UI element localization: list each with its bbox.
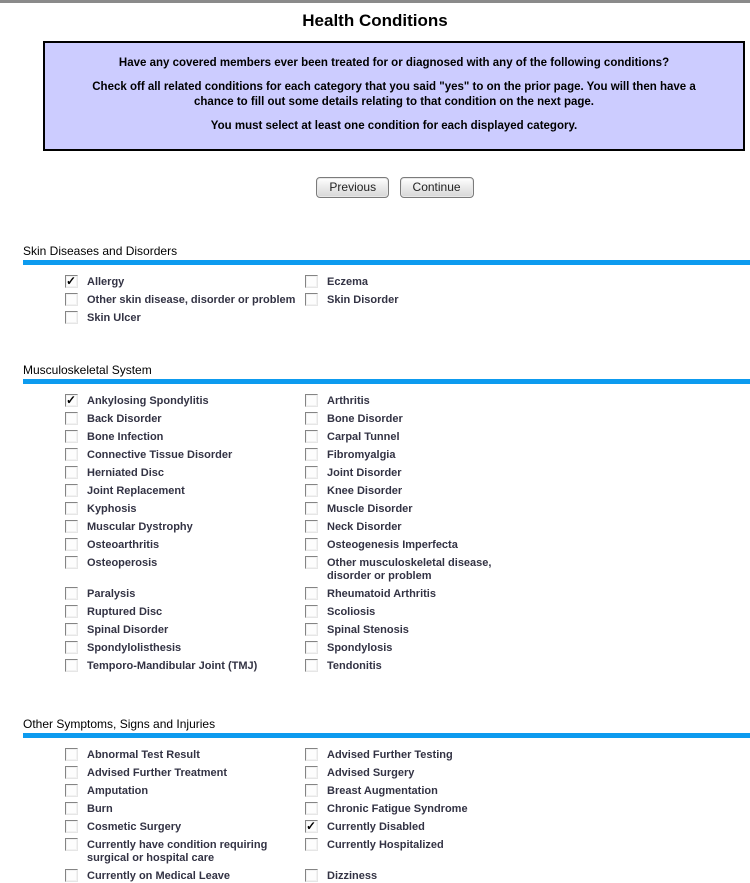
condition-item[interactable] xyxy=(65,501,305,516)
condition-label: Burn xyxy=(87,803,113,815)
checkbox-icon[interactable] xyxy=(305,502,318,515)
condition-label: Allergy xyxy=(87,276,125,288)
condition-item[interactable] xyxy=(305,640,750,655)
checkbox-icon[interactable] xyxy=(305,587,318,600)
condition-cell xyxy=(305,819,750,834)
condition-item[interactable] xyxy=(305,292,750,307)
condition-cell xyxy=(65,837,305,865)
condition-item[interactable] xyxy=(65,747,305,762)
condition-label: Ankylosing Spondylitis xyxy=(87,395,209,407)
condition-label: Fibromyalgia xyxy=(327,449,396,461)
checkbox-icon[interactable] xyxy=(305,466,318,479)
condition-item[interactable] xyxy=(305,747,750,762)
condition-row xyxy=(65,783,750,798)
checkbox-icon[interactable] xyxy=(65,448,78,461)
condition-cell xyxy=(65,586,305,601)
condition-label: Ruptured Disc xyxy=(87,606,163,618)
condition-item[interactable] xyxy=(305,393,750,408)
condition-row xyxy=(65,292,750,307)
checkbox-icon[interactable] xyxy=(65,784,78,797)
condition-cell xyxy=(305,658,750,673)
condition-row xyxy=(65,604,750,619)
checkbox-icon[interactable] xyxy=(65,587,78,600)
condition-item[interactable] xyxy=(305,501,750,516)
checkbox-checked-icon[interactable] xyxy=(65,394,78,407)
section xyxy=(23,363,750,673)
condition-item[interactable] xyxy=(65,310,305,325)
checkbox-icon[interactable] xyxy=(305,448,318,461)
condition-item[interactable] xyxy=(305,555,750,583)
condition-cell xyxy=(305,837,750,865)
checkbox-icon[interactable] xyxy=(305,748,318,761)
checkbox-icon[interactable] xyxy=(65,623,78,636)
condition-label: Advised Surgery xyxy=(327,767,415,779)
condition-row xyxy=(65,658,750,673)
condition-item[interactable] xyxy=(305,658,750,673)
condition-cell xyxy=(305,868,750,883)
condition-label: Osteoarthritis xyxy=(87,539,160,551)
condition-cell xyxy=(305,586,750,601)
condition-cell xyxy=(65,447,305,462)
condition-item[interactable] xyxy=(305,483,750,498)
condition-row xyxy=(65,819,750,834)
checkbox-icon[interactable] xyxy=(305,605,318,618)
checkbox-icon[interactable] xyxy=(305,394,318,407)
condition-item[interactable] xyxy=(305,465,750,480)
condition-row xyxy=(65,429,750,444)
condition-label: Skin Ulcer xyxy=(87,312,141,324)
condition-item[interactable] xyxy=(305,411,750,426)
condition-cell xyxy=(65,640,305,655)
condition-label: Abnormal Test Result xyxy=(87,749,200,761)
condition-item[interactable] xyxy=(65,429,305,444)
condition-cell xyxy=(65,801,305,816)
condition-cell xyxy=(305,537,750,552)
checkbox-icon[interactable] xyxy=(305,641,318,654)
instructions-box xyxy=(43,41,745,151)
condition-item[interactable] xyxy=(305,868,750,883)
checkbox-icon[interactable] xyxy=(65,641,78,654)
condition-row xyxy=(65,465,750,480)
section-title: Musculoskeletal System xyxy=(23,363,152,377)
condition-cell xyxy=(305,604,750,619)
condition-label: Muscular Dystrophy xyxy=(87,521,193,533)
condition-label: Advised Further Treatment xyxy=(87,767,227,779)
condition-cell xyxy=(305,447,750,462)
section-title: Skin Diseases and Disorders xyxy=(23,244,178,258)
condition-cell xyxy=(305,465,750,480)
condition-row xyxy=(65,747,750,762)
condition-label: Joint Replacement xyxy=(87,485,185,497)
condition-label: Osteogenesis Imperfecta xyxy=(327,539,458,551)
condition-item[interactable] xyxy=(65,586,305,601)
condition-row xyxy=(65,555,750,583)
checkbox-icon[interactable] xyxy=(65,748,78,761)
condition-label: Spinal Disorder xyxy=(87,624,169,636)
condition-item[interactable] xyxy=(305,586,750,601)
condition-row xyxy=(65,274,750,289)
section-rows xyxy=(23,738,750,883)
checkbox-icon[interactable] xyxy=(305,538,318,551)
condition-label: Currently on Medical Leave xyxy=(87,870,231,882)
checkbox-icon[interactable] xyxy=(65,820,78,833)
condition-row xyxy=(65,765,750,780)
condition-item[interactable] xyxy=(65,801,305,816)
condition-label: Breast Augmentation xyxy=(327,785,438,797)
previous-button[interactable]: Previous xyxy=(316,177,389,198)
condition-cell xyxy=(305,765,750,780)
condition-item[interactable] xyxy=(305,801,750,816)
condition-label: Knee Disorder xyxy=(327,485,403,497)
condition-label: Spondylolisthesis xyxy=(87,642,182,654)
condition-cell xyxy=(305,483,750,498)
condition-item[interactable] xyxy=(65,658,305,673)
condition-label: Amputation xyxy=(87,785,149,797)
condition-row xyxy=(65,447,750,462)
checkbox-icon[interactable] xyxy=(65,484,78,497)
condition-cell xyxy=(65,393,305,408)
condition-label: Spondylosis xyxy=(327,642,393,654)
checkbox-icon[interactable] xyxy=(65,869,78,882)
condition-label: Bone Disorder xyxy=(327,413,403,425)
condition-label: Herniated Disc xyxy=(87,467,165,479)
condition-item[interactable] xyxy=(305,274,750,289)
condition-row xyxy=(65,586,750,601)
checkbox-icon[interactable] xyxy=(65,520,78,533)
condition-cell xyxy=(65,819,305,834)
condition-item[interactable] xyxy=(65,483,305,498)
condition-cell xyxy=(305,519,750,534)
condition-cell xyxy=(305,292,750,307)
condition-label: Advised Further Testing xyxy=(327,749,453,761)
condition-label: Spinal Stenosis xyxy=(327,624,409,636)
condition-label: Back Disorder xyxy=(87,413,162,425)
checkbox-icon[interactable] xyxy=(65,659,78,672)
condition-cell xyxy=(305,555,750,583)
condition-item[interactable] xyxy=(65,447,305,462)
condition-cell xyxy=(305,411,750,426)
condition-cell xyxy=(65,604,305,619)
condition-cell xyxy=(65,537,305,552)
condition-cell xyxy=(65,622,305,637)
checkbox-icon[interactable] xyxy=(305,766,318,779)
checkbox-icon[interactable] xyxy=(65,430,78,443)
condition-item[interactable] xyxy=(65,411,305,426)
checkbox-icon[interactable] xyxy=(305,556,318,569)
condition-label: Currently Disabled xyxy=(327,821,425,833)
condition-label: Currently have condition requiring surgical or hospital care xyxy=(87,839,268,864)
instructions-line-2: Check off all related conditions for each category that you said "yes" to on the prior page. You will then have a chance to fill out some details relating to that condition on the next page. xyxy=(92,81,696,108)
condition-label: Chronic Fatigue Syndrome xyxy=(327,803,468,815)
page-title: Health Conditions xyxy=(302,11,448,30)
checkbox-icon[interactable] xyxy=(305,784,318,797)
top-bar xyxy=(0,0,750,3)
condition-row xyxy=(65,640,750,655)
checkbox-icon[interactable] xyxy=(305,869,318,882)
condition-label: Arthritis xyxy=(327,395,370,407)
checkbox-icon[interactable] xyxy=(65,766,78,779)
checkbox-icon[interactable] xyxy=(65,311,78,324)
condition-cell xyxy=(65,765,305,780)
condition-cell xyxy=(305,783,750,798)
condition-item[interactable] xyxy=(305,819,750,834)
condition-cell xyxy=(305,501,750,516)
condition-label: Muscle Disorder xyxy=(327,503,413,515)
checkbox-icon[interactable] xyxy=(65,293,78,306)
condition-item[interactable] xyxy=(305,783,750,798)
condition-row xyxy=(65,501,750,516)
condition-label: Eczema xyxy=(327,276,368,288)
condition-row xyxy=(65,801,750,816)
condition-label: Skin Disorder xyxy=(327,294,399,306)
condition-item[interactable] xyxy=(65,465,305,480)
checkbox-icon[interactable] xyxy=(65,466,78,479)
condition-item[interactable] xyxy=(305,519,750,534)
condition-item[interactable] xyxy=(305,429,750,444)
checkbox-icon[interactable] xyxy=(305,520,318,533)
condition-label: Connective Tissue Disorder xyxy=(87,449,233,461)
condition-item[interactable] xyxy=(65,765,305,780)
condition-item[interactable] xyxy=(65,622,305,637)
checkbox-icon[interactable] xyxy=(65,502,78,515)
condition-cell xyxy=(65,310,305,325)
checkbox-icon[interactable] xyxy=(65,412,78,425)
condition-label: Neck Disorder xyxy=(327,521,402,533)
section xyxy=(23,717,750,883)
condition-cell xyxy=(65,519,305,534)
condition-cell xyxy=(305,429,750,444)
checkbox-icon[interactable] xyxy=(305,412,318,425)
condition-label: Cosmetic Surgery xyxy=(87,821,182,833)
nav-button-row xyxy=(0,177,750,198)
section xyxy=(23,244,750,325)
condition-item[interactable] xyxy=(65,837,305,865)
condition-row xyxy=(65,868,750,883)
condition-cell xyxy=(305,801,750,816)
condition-label: Temporo-Mandibular Joint (TMJ) xyxy=(87,660,258,672)
section-rows xyxy=(23,265,750,325)
condition-item[interactable] xyxy=(65,519,305,534)
condition-cell xyxy=(305,393,750,408)
checkbox-icon[interactable] xyxy=(65,556,78,569)
section-title: Other Symptoms, Signs and Injuries xyxy=(23,717,216,731)
checkbox-icon[interactable] xyxy=(305,623,318,636)
checkbox-checked-icon[interactable] xyxy=(305,820,318,833)
checkbox-icon[interactable] xyxy=(65,605,78,618)
condition-item[interactable] xyxy=(305,622,750,637)
condition-item[interactable] xyxy=(65,604,305,619)
condition-item[interactable] xyxy=(305,537,750,552)
checkbox-icon[interactable] xyxy=(305,484,318,497)
continue-button[interactable]: Continue xyxy=(400,177,474,198)
condition-row xyxy=(65,837,750,865)
condition-label: Other skin disease, disorder or problem xyxy=(87,294,296,306)
condition-label: Osteoperosis xyxy=(87,557,158,569)
condition-item[interactable] xyxy=(65,537,305,552)
condition-row xyxy=(65,537,750,552)
condition-item[interactable] xyxy=(65,868,305,883)
condition-cell xyxy=(65,429,305,444)
condition-cell xyxy=(305,640,750,655)
checkbox-checked-icon[interactable] xyxy=(65,275,78,288)
condition-label: Paralysis xyxy=(87,588,136,600)
condition-cell xyxy=(65,292,305,307)
condition-item[interactable] xyxy=(305,604,750,619)
condition-row xyxy=(65,411,750,426)
sections-container xyxy=(0,244,750,883)
checkbox-icon[interactable] xyxy=(305,293,318,306)
condition-label: Bone Infection xyxy=(87,431,164,443)
checkbox-icon[interactable] xyxy=(305,659,318,672)
condition-item[interactable] xyxy=(65,640,305,655)
condition-cell xyxy=(65,483,305,498)
condition-row xyxy=(65,310,750,325)
condition-row xyxy=(65,393,750,408)
condition-item[interactable] xyxy=(65,783,305,798)
condition-cell xyxy=(65,411,305,426)
checkbox-icon[interactable] xyxy=(305,802,318,815)
condition-cell xyxy=(65,658,305,673)
condition-cell xyxy=(65,274,305,289)
condition-row xyxy=(65,519,750,534)
condition-cell xyxy=(65,747,305,762)
condition-cell xyxy=(65,501,305,516)
condition-label: Currently Hospitalized xyxy=(327,839,444,851)
condition-item[interactable] xyxy=(65,393,305,408)
condition-label: Carpal Tunnel xyxy=(327,431,400,443)
condition-cell xyxy=(65,555,305,583)
condition-label: Scoliosis xyxy=(327,606,376,618)
condition-cell xyxy=(305,622,750,637)
condition-label: Rheumatoid Arthritis xyxy=(327,588,436,600)
condition-row xyxy=(65,483,750,498)
condition-item[interactable] xyxy=(65,292,305,307)
checkbox-icon[interactable] xyxy=(65,802,78,815)
condition-label: Joint Disorder xyxy=(327,467,402,479)
checkbox-icon[interactable] xyxy=(305,275,318,288)
condition-cell xyxy=(305,310,750,325)
condition-row xyxy=(65,622,750,637)
condition-cell xyxy=(65,868,305,883)
checkbox-icon[interactable] xyxy=(65,838,78,851)
condition-item[interactable] xyxy=(65,274,305,289)
section-rows xyxy=(23,384,750,673)
condition-cell xyxy=(305,747,750,762)
condition-item[interactable] xyxy=(65,819,305,834)
instructions-line-1: Have any covered members ever been treated for or diagnosed with any of the following conditions? xyxy=(118,57,670,69)
instructions-line-3: You must select at least one condition for each displayed category. xyxy=(210,120,578,132)
condition-item[interactable] xyxy=(65,555,305,570)
checkbox-icon[interactable] xyxy=(305,838,318,851)
condition-item[interactable] xyxy=(305,837,750,852)
condition-item[interactable] xyxy=(305,765,750,780)
condition-label: Other musculoskeletal disease, disorder or problem xyxy=(327,557,492,582)
condition-cell xyxy=(65,783,305,798)
condition-cell xyxy=(305,274,750,289)
condition-label: Tendonitis xyxy=(327,660,382,672)
condition-cell xyxy=(65,465,305,480)
condition-label: Kyphosis xyxy=(87,503,137,515)
condition-label: Dizziness xyxy=(327,870,378,882)
checkbox-icon[interactable] xyxy=(305,430,318,443)
checkbox-icon[interactable] xyxy=(65,538,78,551)
condition-item[interactable] xyxy=(305,447,750,462)
